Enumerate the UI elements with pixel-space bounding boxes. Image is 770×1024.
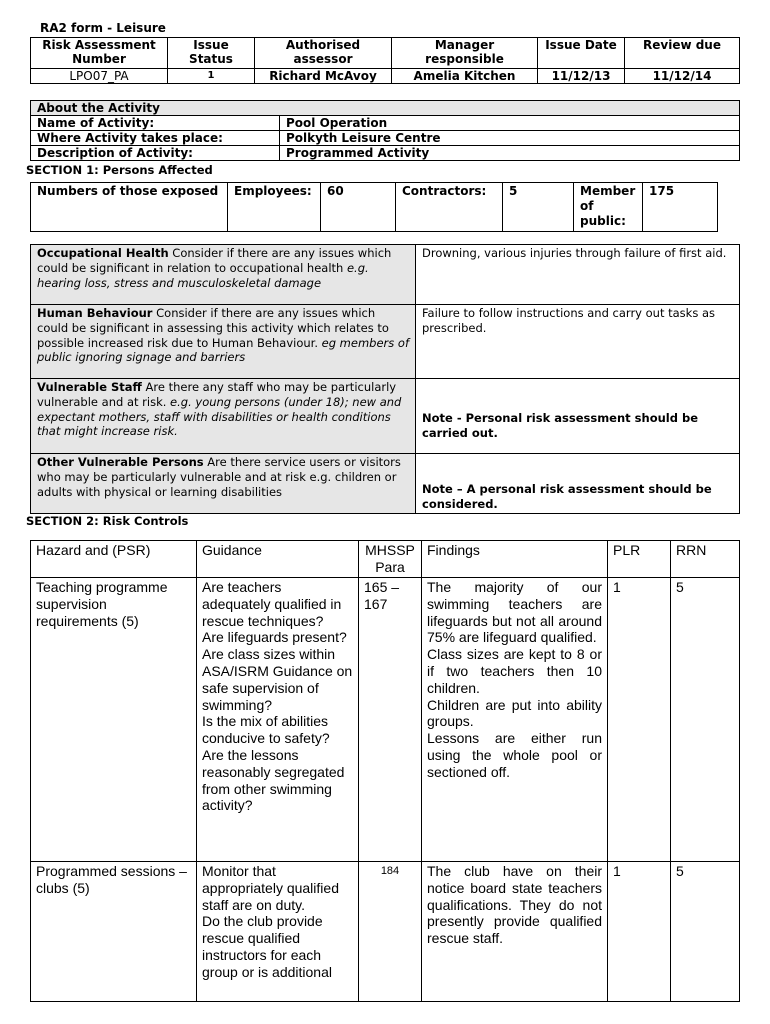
header-values-row (31, 69, 740, 84)
plr: 1 (608, 862, 671, 1002)
finding-item: Children are put into ability groups. (427, 696, 602, 730)
risk-assessment-number: LPO07_PA (31, 69, 168, 84)
mhssp-para: 184 (359, 862, 422, 1002)
risk-row (31, 245, 740, 305)
about-label: Where Activity takes place: (31, 131, 280, 146)
guidance-item: Are the lessons reasonably segregated from other swimming activity? (202, 746, 345, 814)
mhssp-para: 165 – 167 (359, 578, 422, 862)
about-label: Name of Activity: (31, 116, 280, 131)
header-row (31, 38, 740, 69)
plr: 1 (608, 578, 671, 862)
risk-row (31, 454, 740, 514)
col-mhssp-para: MHSSP Para (359, 541, 422, 578)
about-value: Pool Operation (280, 116, 740, 131)
col-findings: Findings (422, 541, 608, 578)
persons-row (31, 183, 718, 232)
form-title: RA2 form - Leisure (40, 21, 166, 35)
about-row (31, 116, 740, 131)
findings (422, 578, 608, 862)
persons-exposed-label: Numbers of those exposed (31, 183, 228, 232)
public-count: 175 (643, 183, 718, 232)
about-heading-row (31, 101, 740, 116)
about-row (31, 131, 740, 146)
risk-finding: Note - Personal risk assessment should be carried out. (416, 379, 740, 454)
issue-date: 11/12/13 (538, 69, 625, 84)
risk-finding: Failure to follow instructions and carry out tasks as prescribed. (416, 305, 740, 379)
col-issue-date: Issue Date (538, 38, 625, 69)
risk-description: Occupational Health Consider if there are any issues which could be significant in relation to occupational health e.g. hearing loss, stress and musculoskeletal damage (31, 245, 416, 305)
section-2-title: SECTION 2: Risk Controls (26, 514, 189, 528)
review-due: 11/12/14 (625, 69, 740, 84)
hazard: Programmed sessions – clubs (5) (31, 862, 197, 1002)
risk-description: Other Vulnerable Persons Are there service users or visitors who may be particularly vulnerable and at risk e.g. children or adults with physical or learning disabilities (31, 454, 416, 514)
about-activity-table (30, 100, 740, 161)
risk-finding: Note – A personal risk assessment should be considered. (416, 454, 740, 514)
findings (422, 862, 608, 1002)
guidance-item: Monitor that appropriately qualified staff are on duty. (202, 863, 339, 913)
persons-affected-table (30, 182, 718, 232)
about-label: Description of Activity: (31, 146, 280, 161)
col-rrn: RRN (671, 541, 740, 578)
manager-responsible: Amelia Kitchen (392, 69, 538, 84)
risk-finding: Drowning, various injuries through failure of first aid. (416, 245, 740, 305)
risk-description: Human Behaviour Consider if there are any issues which could be significant in assessing this activity which relates to possible increased risk due to Human Behaviour. eg members of public ignoring signage and barriers (31, 305, 416, 379)
guidance-item: Are class sizes within ASA/ISRM Guidance on safe supervision of swimming? (202, 646, 353, 713)
finding-item: Lessons are either run using the whole pool or sectioned off. (427, 730, 602, 780)
employees-count: 60 (321, 183, 396, 232)
col-authorised-assessor: Authorised assessor (255, 38, 392, 69)
about-value: Polkyth Leisure Centre (280, 131, 740, 146)
about-row (31, 146, 740, 161)
authorised-assessor: Richard McAvoy (255, 69, 392, 84)
guidance-item: Do the club provide rescue qualified instructors for each group or is additional (202, 913, 332, 980)
guidance-item: Is the mix of abilities conducive to safety? (202, 713, 330, 747)
guidance (197, 862, 359, 1002)
col-review-due: Review due (625, 38, 740, 69)
controls-header-row (31, 541, 740, 578)
col-plr: PLR (608, 541, 671, 578)
controls-row (31, 862, 740, 1002)
contractors-count: 5 (503, 183, 574, 232)
public-label: Member of public: (574, 183, 643, 232)
finding-item: Class sizes are kept to 8 or if two teachers then 10 children. (427, 646, 602, 696)
employees-label: Employees: (228, 183, 321, 232)
guidance (197, 578, 359, 862)
issue-status: 1 (168, 69, 255, 84)
section-1-title: SECTION 1: Persons Affected (26, 163, 213, 177)
col-manager-responsible: Manager responsible (392, 38, 538, 69)
col-issue-status: Issue Status (168, 38, 255, 69)
col-risk-assessment-number: Risk Assessment Number (31, 38, 168, 69)
risk-row (31, 305, 740, 379)
about-heading: About the Activity (31, 101, 740, 116)
contractors-label: Contractors: (396, 183, 503, 232)
rrn: 5 (671, 862, 740, 1002)
risk-considerations-table (30, 244, 740, 514)
risk-row (31, 379, 740, 454)
finding-item: The majority of our swimming teachers are lifeguards but not all around 75% are lifeguard qualified. (427, 579, 602, 646)
risk-controls-table (30, 540, 740, 1002)
guidance-item: Are lifeguards present? (202, 629, 347, 646)
controls-row (31, 578, 740, 862)
finding-item: The club have on their notice board state teachers qualifications. They do not presently provide qualified rescue staff. (427, 863, 602, 947)
col-hazard: Hazard and (PSR) (31, 541, 197, 578)
risk-description: Vulnerable Staff Are there any staff who may be particularly vulnerable and at risk. e.g. young persons (under 18); new and expectant mothers, staff with disabilities or health conditions that might increase risk. (31, 379, 416, 454)
header-table (30, 37, 740, 84)
about-value: Programmed Activity (280, 146, 740, 161)
col-guidance: Guidance (197, 541, 359, 578)
hazard: Teaching programme supervision requirements (5) (31, 578, 197, 862)
guidance-item: Are teachers adequately qualified in rescue techniques? (202, 579, 342, 629)
rrn: 5 (671, 578, 740, 862)
